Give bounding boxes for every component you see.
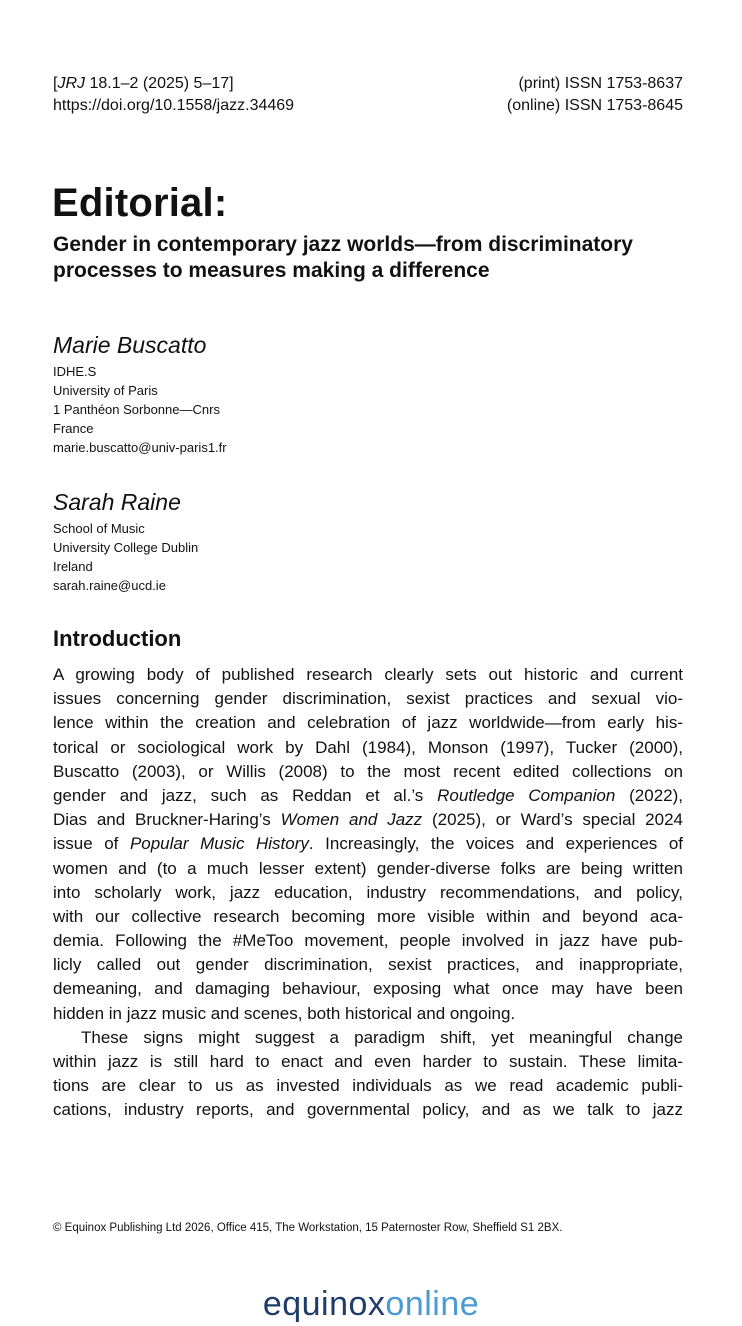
text-run: . Increasingly, the voices and experiences of	[308, 834, 683, 854]
citation-block	[53, 73, 294, 117]
logo-brand: equinox	[262, 1285, 386, 1323]
affiliation-line: 1 Panthéon Sorbonne—Cnrs	[53, 402, 220, 417]
copyright-notice: © Equinox Publishing Ltd 2026, Office 415, The Workstation, 15 Paternoster Row, Sheffield S1 2BX.	[53, 1222, 563, 1234]
logo-suffix: online	[385, 1285, 480, 1323]
text-line: with our collective research becoming more visible within and beyond aca-	[53, 906, 683, 926]
affiliation-line: University of Paris	[53, 383, 158, 398]
affiliation-line: School of Music	[53, 521, 145, 536]
publisher-logo[interactable]	[0, 1282, 742, 1326]
citation-line: [JRJ 18.1–2 (2025) 5–17]	[53, 75, 234, 92]
text-line	[53, 832, 683, 856]
text-run: Dias and Bruckner-Haring’s	[53, 810, 281, 830]
author-block	[53, 330, 227, 457]
article-title: Editorial:	[52, 181, 228, 225]
text-line: Buscatto (2003), or Willis (2008) to the most recent edited collections on	[53, 761, 683, 781]
text-line: women and (to a much lesser extent) gender-diverse folks are being written	[53, 858, 683, 878]
text-line: lence within the creation and celebration of jazz worldwide—from early his-	[53, 713, 683, 733]
section-heading: Introduction	[53, 626, 182, 651]
text-line: A growing body of published research clearly sets out historic and current	[53, 665, 683, 684]
text-run: (2025), or Ward’s special 2024	[422, 810, 683, 830]
text-line	[53, 784, 683, 808]
book-title: Women and Jazz	[280, 810, 423, 830]
text-run: issue of	[53, 834, 130, 854]
citation-volume: 18.1–2 (2025) 5–17]	[89, 75, 234, 92]
text-line: hidden in jazz music and scenes, both historical and ongoing.	[53, 1003, 516, 1023]
text-line: demeaning, and damaging behaviour, exposing what once may have been	[53, 979, 683, 999]
affiliation-line: University College Dublin	[53, 540, 199, 555]
issn-block	[507, 73, 683, 117]
journal-abbrev: JRJ	[57, 75, 86, 92]
paragraph	[53, 663, 683, 1026]
text-line: These signs might suggest a paradigm shift, yet meaningful change	[81, 1027, 683, 1047]
text-line: tions are clear to us as invested individuals as we read academic publi-	[53, 1076, 683, 1096]
paragraph	[53, 1026, 683, 1123]
doi-link[interactable]: https://doi.org/10.1558/jazz.34469	[53, 97, 295, 114]
author-name: Sarah Raine	[53, 489, 181, 515]
journal-title: Popular Music History	[129, 834, 309, 854]
text-line: within jazz is still hard to enact and even harder to sustain. These limita-	[53, 1052, 683, 1071]
text-line: into scholarly work, jazz education, industry recommendations, and policy,	[53, 882, 683, 902]
text-line: cations, industry reports, and governmental policy, and as we talk to jazz	[53, 1100, 683, 1120]
author-affiliation	[53, 362, 227, 457]
author-affiliation	[53, 519, 198, 595]
issn-online: (online) ISSN 1753-8645	[506, 97, 683, 114]
book-title: Routledge Companion	[437, 785, 616, 805]
affiliation-line: France	[53, 421, 94, 436]
affiliation-line: Ireland	[53, 559, 93, 574]
body-text	[53, 663, 683, 1123]
text-line: issues concerning gender discrimination, sexist practices and sexual vio-	[53, 689, 683, 709]
author-email[interactable]: marie.buscatto@univ-paris1.fr	[53, 440, 227, 455]
author-name: Marie Buscatto	[53, 332, 207, 358]
author-block	[53, 487, 198, 595]
text-line: licly called out gender discrimination, sexist practices, and inappropriate,	[53, 955, 683, 975]
author-email[interactable]: sarah.raine@ucd.ie	[53, 578, 166, 593]
issn-print: (print) ISSN 1753-8637	[518, 75, 683, 92]
text-run: gender and jazz, such as Reddan et al.’s	[53, 785, 438, 805]
text-run: (2022),	[615, 785, 683, 805]
text-line	[53, 808, 683, 832]
affiliation-line: IDHE.S	[53, 364, 97, 379]
text-line: demia. Following the #MeToo movement, people involved in jazz have pub-	[53, 931, 683, 951]
text-line: torical or sociological work by Dahl (1984), Monson (1997), Tucker (2000),	[53, 737, 683, 757]
article-subtitle: Gender in contemporary jazz worlds—from discriminatory processes to measures making a difference	[53, 233, 633, 282]
